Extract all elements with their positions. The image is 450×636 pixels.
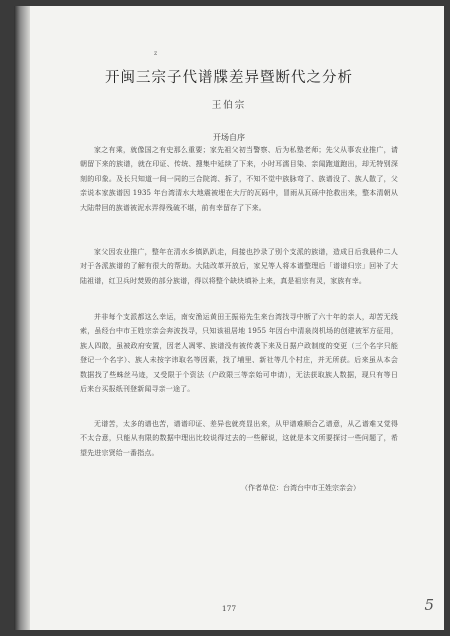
article-title: 开闽三宗子代谱牒差异暨断代之分析 [105,70,353,86]
small-mark: z [154,50,158,57]
article-author: 王伯宗 [211,100,247,111]
document-page [14,6,444,630]
author-affiliation: （作者单位：台湾台中市王姓宗亲会） [241,484,360,492]
page-number: 177 [221,604,237,613]
section-heading: 开场自序 [213,133,245,142]
paragraph: 并非每个支派都这么幸运，南安渔运黄田王振裕先生来台湾找寻中断了六十年的亲人，却苦无线索，虽经台中市王姓宗亲会奔波找寻，只知该祖居地 1955 年因台中清泉岗机场的创建被军方征用，族人四散，虽被政府安置，因老人凋零、族谱没有被传袭下来及日据户政制度的变更（三个名字只能登记一个名字）、族人未按字讳取名等因素，找了埔里、新社等几个村庄，并无所获。后来虽从本会数据找了些蛛丝马迹，又受限于个资法（户政限三等亲始可申请），无法获取族人数据，现只有等日后来台买报纸刊登新闻寻亲一途了。 [80,313,398,394]
paragraph: 家之有乘，就像国之有史那么重要；家先祖父初当警察、后为私塾老师；先父从事农业推广，请朝留下来的族谱，就在印证、传统、搜集中延续了下来，小时耳濡目染、亲闻跑道跑出，却无特别深刻的印象。及长只知道一间一同的三合院湾、拆了，不知不觉中族脉弯了、族谱没了、族人散了，父亲说本家族谱因 1935 年台湾清水大地震被埋在大厅的瓦砾中，冒雨从瓦砾中抢救出来，整本清朝从大陆带回的族谱被泥水弄得残破不堪，前有幸留存了下来。 [80,146,398,212]
paragraph: 无谱苦，太多的谱也苦，谱谱印证、差异也就亮显出来，从甲谱难顺合乙谱意，从乙谱难又觉得不太合意，只能从有限的数据中理出比较说得过去的一些解说，这就是本文所要探讨一些问题了，希望先进宗贤给一番指点。 [80,420,398,457]
paragraph: 家父因农业推广，整年在清水乡镇趴趴走，间接也抄录了别个支派的族谱，造成日后我晨仲二人对于各派族谱的了解有很大的帮助。大陆改革开放后，家兄等人将本谱整理后「谱谱归宗」回补了大陆祖谱，红卫兵时焚毁的部分族谱，得以将整个缺块填补上来，真是祖宗有灵，家族有幸。 [80,248,398,285]
handwritten-mark: 5 [424,596,434,614]
